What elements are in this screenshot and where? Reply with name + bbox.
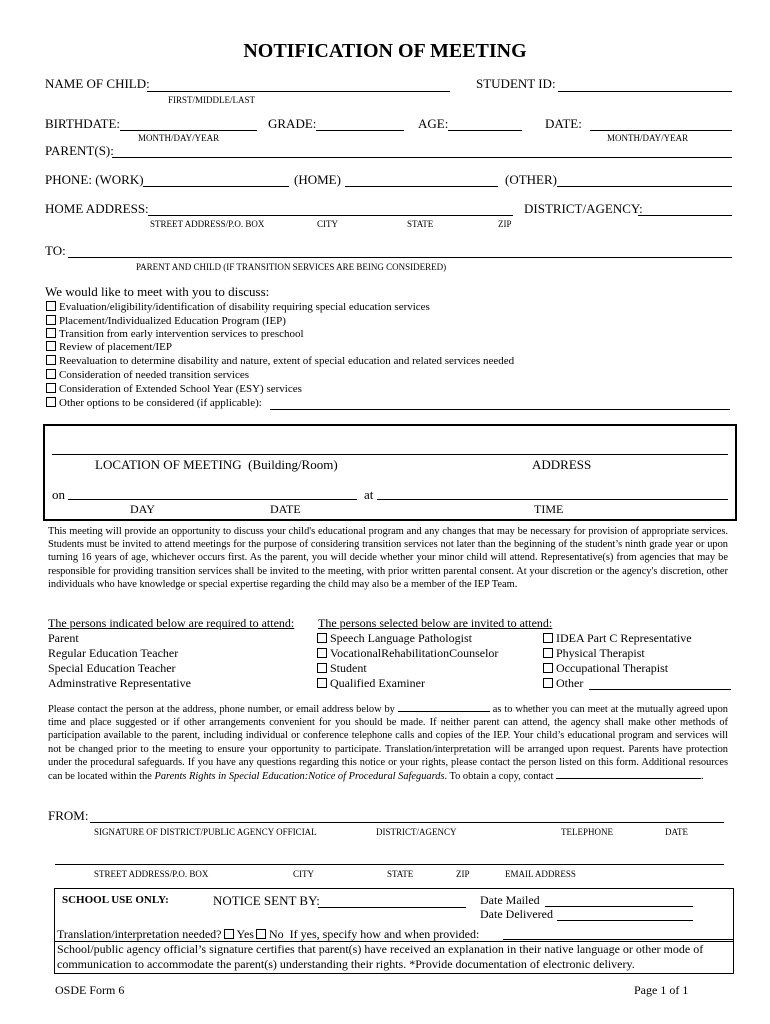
other-options-field[interactable] [270,409,730,410]
to-label: TO: [45,243,66,258]
time-label: TIME [534,502,564,516]
translation-row: Translation/interpretation needed? Yes No If yes, specify how and when provided: [57,927,480,941]
day-date-field[interactable] [68,499,357,500]
phone-other-label: (OTHER) [505,172,557,187]
student-id-field[interactable] [558,91,732,92]
option-esy[interactable]: Consideration of Extended School Year (ESY) services [46,383,302,395]
checkbox-icon[interactable] [46,301,56,311]
option-other[interactable]: Other options to be considered (if applicable): [46,397,262,409]
required-parent: Parent [48,631,79,645]
phone-other-field[interactable] [557,186,732,187]
required-admin-rep: Adminstrative Representative [48,676,191,690]
on-label: on [52,487,65,502]
checkbox-icon[interactable] [543,648,553,658]
checkbox-icon[interactable] [46,341,56,351]
student-id-label: STUDENT ID: [476,76,556,91]
address-hint-city: CITY [317,219,338,229]
contact-by-date-field[interactable] [398,702,490,712]
invited-ot[interactable]: Occupational Therapist [543,661,668,676]
location-label: LOCATION OF MEETING (Building/Room) [95,457,338,472]
page-number: Page 1 of 1 [634,983,689,997]
child-name-label: NAME OF CHILD: [45,76,150,91]
from-label: FROM: [48,808,89,823]
grade-label: GRADE: [268,116,317,131]
home-address-field[interactable] [148,215,513,216]
contact-paragraph: Please contact the person at the address, phone number, or email address below by as to whether you can meet at the mutually agreed upon time and place suggested or if other arrangements convenient for you should be made. If neither parent can attend, the agency shall make other methods of participation available to the parent, including individual or conference telephone calls and copies of the IEP. Your child’s educational program and services will not be changed prior to the meeting to ensure your opportunity to participate. Translation/interpretation will be arranged upon request. Parents have protection under the procedural safeguards. If you have any questions regarding this notice or your rights, please contact the person listed on this form. Additional resources can be located within the Parents Rights in Special Education:Notice of Procedural Safeguards. To obtain a copy, contact . [48,704,728,783]
time-field[interactable] [377,499,728,500]
at-label: at [364,487,374,502]
phone-home-label: (HOME) [294,172,341,187]
checkbox-icon[interactable] [46,397,56,407]
from-signature-field[interactable] [90,822,724,823]
hint-telephone: TELEPHONE [561,827,613,837]
notice-sent-field[interactable] [318,907,466,908]
invited-idea-rep[interactable]: IDEA Part C Representative [543,631,692,646]
checkbox-icon[interactable] [317,663,327,673]
option-evaluation[interactable]: Evaluation/eligibility/identification of disability requiring special education services [46,301,430,313]
grade-field[interactable] [316,130,404,131]
parents-label: PARENT(S): [45,143,114,158]
invited-other-field[interactable] [589,689,731,690]
invited-heading: The persons selected below are invited to attend: [318,616,553,630]
checkbox-icon[interactable] [317,648,327,658]
form-number: OSDE Form 6 [55,983,125,997]
checkbox-icon[interactable] [46,355,56,365]
to-hint: PARENT AND CHILD (IF TRANSITION SERVICES ARE BEING CONSIDERED) [136,262,447,272]
certify-text: School/public agency official’s signature certifies that parent(s) have received an explanation in their native language or other mode of communication to accommodate the parent(s) understanding their rights. *Provide documentation of electronic delivery. [57,942,704,971]
date-delivered-label: Date Delivered [480,907,553,921]
phone-home-field[interactable] [345,186,498,187]
invited-student[interactable]: Student [317,661,367,676]
age-label: AGE: [418,116,449,131]
birthdate-field[interactable] [120,130,257,131]
invited-slp[interactable]: Speech Language Pathologist [317,631,472,646]
birthdate-label: BIRTHDATE: [45,116,121,131]
checkbox-icon[interactable] [46,328,56,338]
age-field[interactable] [448,130,522,131]
checkbox-icon[interactable] [317,678,327,688]
school-use-label: SCHOOL USE ONLY: [62,894,169,906]
option-review[interactable]: Review of placement/IEP [46,341,172,353]
district-field[interactable] [638,215,732,216]
checkbox-icon[interactable] [46,315,56,325]
option-transition-services[interactable]: Consideration of needed transition services [46,369,249,381]
address-hint-state: STATE [407,219,434,229]
child-name-hint: FIRST/MIDDLE/LAST [168,95,256,105]
date-delivered-field[interactable] [557,920,693,921]
page-title: NOTIFICATION OF MEETING [243,40,527,62]
option-transition-preschool[interactable]: Transition from early intervention services to preschool [46,328,304,340]
checkbox-icon[interactable] [543,663,553,673]
phone-work-label: PHONE: (WORK) [45,172,144,187]
date-field[interactable] [590,130,732,131]
hint-zip: ZIP [456,869,470,879]
date-mailed-label: Date Mailed [480,893,540,907]
invited-other[interactable]: Other [543,676,583,691]
date-mailed-field[interactable] [545,906,693,907]
required-heading: The persons indicated below are required to attend: [48,616,295,630]
checkbox-icon[interactable] [543,678,553,688]
address-hint-zip: ZIP [498,219,512,229]
hint-street: STREET ADDRESS/P.O. BOX [94,869,209,879]
hint-city: CITY [293,869,314,879]
location-address-label: ADDRESS [532,457,592,472]
required-special-teacher: Special Education Teacher [48,661,176,675]
date-label-meeting: DATE [270,502,301,516]
from-address-field[interactable] [55,864,724,865]
checkbox-icon[interactable] [317,633,327,643]
discuss-heading: We would like to meet with you to discuss: [45,284,270,299]
checkbox-icon[interactable] [46,383,56,393]
invited-examiner[interactable]: Qualified Examiner [317,676,425,691]
hint-state: STATE [387,869,414,879]
hint-email: EMAIL ADDRESS [505,869,576,879]
notice-sent-label: NOTICE SENT BY: [213,893,320,908]
date-hint: MONTH/DAY/YEAR [607,133,689,143]
day-label: DAY [130,502,155,516]
translation-specify-field[interactable] [503,939,733,940]
to-field[interactable] [68,257,732,258]
hint-date: DATE [665,827,688,837]
hint-signature: SIGNATURE OF DISTRICT/PUBLIC AGENCY OFFICIAL [94,827,317,837]
no-checkbox-icon[interactable] [256,929,266,939]
invited-pt[interactable]: Physical Therapist [543,646,645,661]
checkbox-icon[interactable] [46,369,56,379]
parents-field[interactable] [112,157,732,158]
phone-work-field[interactable] [143,186,289,187]
option-reevaluation[interactable]: Reevaluation to determine disability and nature, extent of special education and related services needed [46,355,514,367]
intro-paragraph: This meeting will provide an opportunity to discuss your child's educational program and any changes that may be necessary for provision of appropriate services. Students must be invited to attend meetings for the purpose of considering transition services not later than the beginning of the student’s ninth grade year or upon turning 16 years of age, whichever occurs first. As the parent, you will decide whether your minor child will attend. Representative(s) from agencies that may be responsible for providing transition services shall be invited to the meeting, with prior written parental consent. At your discretion or the agency's discretion, other individuals who have knowledge or special expertise regarding the child may also be a member of the IEP Team. [48,526,728,590]
district-label: DISTRICT/AGENCY: [524,201,643,216]
invited-vr-counselor[interactable]: VocationalRehabilitationCounselor [317,646,498,661]
required-regular-teacher: Regular Education Teacher [48,646,179,660]
birthdate-hint: MONTH/DAY/YEAR [138,133,220,143]
yes-checkbox-icon[interactable] [224,929,234,939]
checkbox-icon[interactable] [543,633,553,643]
date-label: DATE: [545,116,582,131]
child-name-field[interactable] [147,91,450,92]
address-hint-street: STREET ADDRESS/P.O. BOX [150,219,265,229]
hint-district: DISTRICT/AGENCY [376,827,457,837]
option-placement[interactable]: Placement/Individualized Education Program (IEP) [46,315,286,327]
location-field[interactable] [52,454,728,455]
copy-contact-field[interactable] [556,769,701,779]
home-address-label: HOME ADDRESS: [45,201,149,216]
